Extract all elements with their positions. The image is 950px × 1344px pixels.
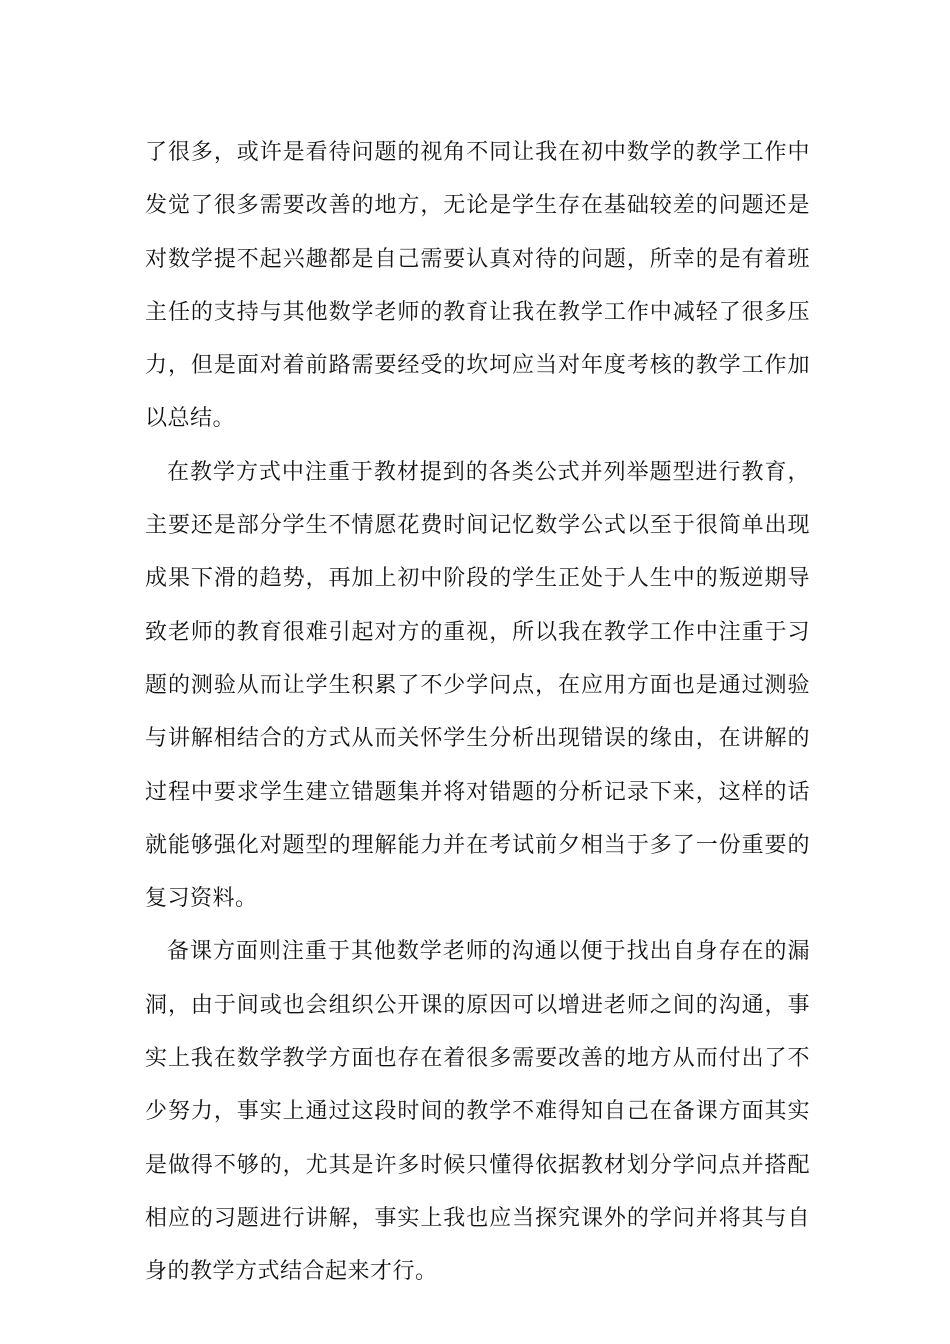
paragraph-continued: 了很多，或许是看待问题的视角不同让我在初中数学的教学工作中发觉了很多需要改善的地方，无论是学生存在基础较差的问题还是对数学提不起兴趣都是自己需要认真对待的问题，所幸的是有着班主任的支持与其他数学老师的教育让我在教学工作中减轻了很多压力，但是面对着前路需要经受的坎坷应当对年度考核的教学工作加以总结。 (145, 140, 810, 432)
paragraph-teaching-methods: 在教学方式中注重于教材提到的各类公式并列举题型进行教育，主要还是部分学生不情愿花费时间记忆数学公式以至于很简单出现成果下滑的趋势，再加上初中阶段的学生正处于人生中的叛逆期导致老师的教育很难引起对方的重视，所以我在教学工作中注重于习题的测验从而让学生积累了不少学问点，在应用方面也是通过测验与讲解相结合的方式从而关怀学生分析出现错误的缘由，在讲解的过程中要求学生建立错题集并将对错题的分析记录下来，这样的话就能够强化对题型的理解能力并在考试前夕相当于多了一份重要的复习资料。 (145, 459, 810, 912)
paragraph-lesson-preparation: 备课方面则注重于其他数学老师的沟通以便于找出自身存在的漏洞，由于间或也会组织公开课的原因可以增进老师之间的沟通，事实上我在数学教学方面也存在着很多需要改善的地方从而付出了不少努力，事实上通过这段时间的教学不难得知自己在备课方面其实是做得不够的，尤其是许多时候只懂得依据教材划分学问点并搭配相应的习题进行讲解，事实上我也应当探究课外的学问并将其与自身的教学方式结合起来才行。 (145, 939, 810, 1285)
body-text (145, 126, 810, 1299)
